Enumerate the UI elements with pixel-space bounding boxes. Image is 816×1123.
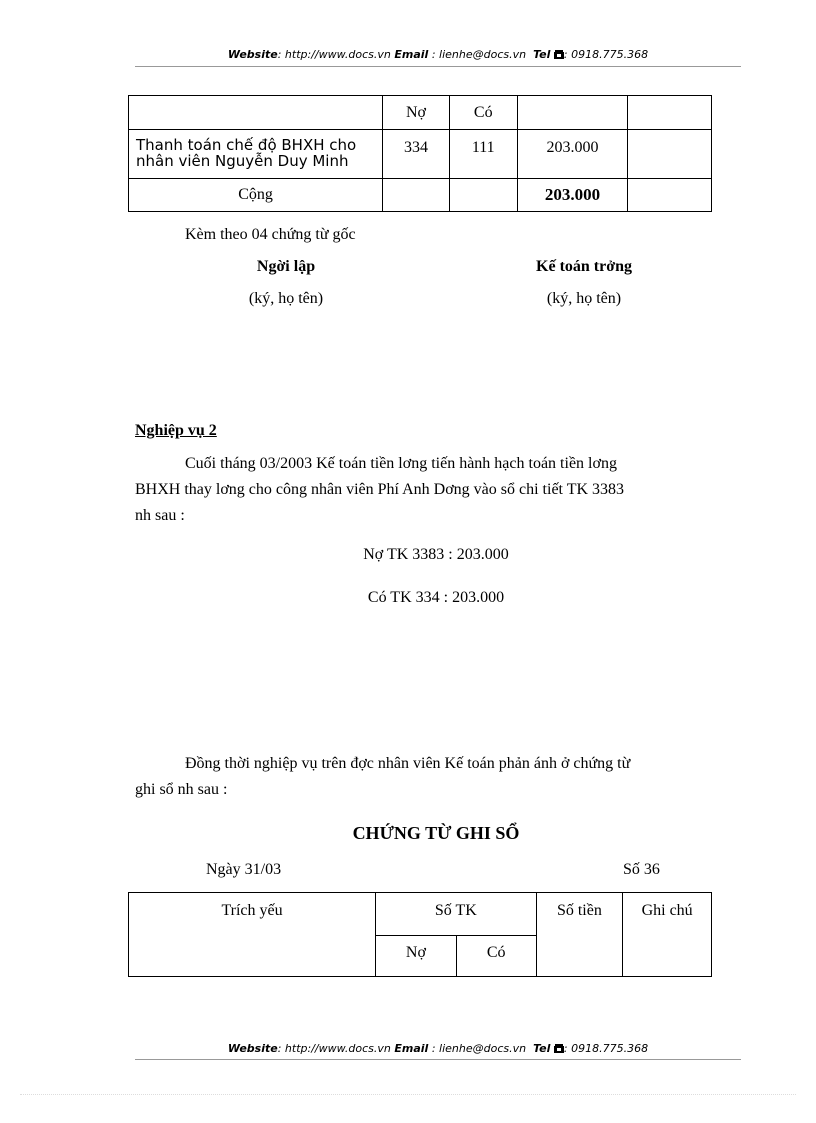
ledger-table	[128, 95, 712, 212]
preparer-title: Ngời lập	[256, 258, 316, 275]
voucher-title: CHỨNG TỪ GHI SỔ	[352, 823, 520, 843]
table-cell	[628, 130, 712, 179]
page-edge	[20, 1094, 796, 1095]
website-url[interactable]: : http://www.docs.vn	[277, 48, 391, 61]
tel-label: Tel	[533, 48, 551, 61]
account-header: Số TK	[376, 893, 536, 936]
tel-value: : 0918.775.368	[563, 48, 649, 61]
email-value[interactable]: : lienhe@docs.vn	[431, 48, 527, 61]
preparer-sign-note: (ký, họ tên)	[248, 290, 324, 307]
table-cell	[383, 179, 450, 212]
paragraph-line: nh sau :	[135, 507, 185, 524]
email-value[interactable]: : lienhe@docs.vn	[431, 1042, 527, 1055]
attachment-note: Kèm theo 04 chứng từ gốc	[185, 226, 356, 243]
paragraph-line: ghi sổ nh sau :	[135, 781, 228, 798]
note-header: Ghi chú	[623, 893, 712, 977]
website-label: Website	[227, 1042, 278, 1055]
voucher-date: Ngày 31/03	[206, 861, 282, 878]
summary-header: Trích yếu	[129, 893, 376, 977]
tel-value: : 0918.775.368	[563, 1042, 649, 1055]
table-row	[129, 130, 712, 179]
credit-subheader: Có	[456, 936, 536, 977]
row-debit: 334	[383, 130, 450, 179]
table-cell	[628, 96, 712, 130]
chief-accountant-sign-note: (ký, họ tên)	[546, 290, 622, 307]
paragraph-line: BHXH thay lơng cho công nhân viên Phí Anh Dơng vào sổ chi tiết TK 3383	[135, 481, 625, 498]
paragraph-line: Đồng thời nghiệp vụ trên đợc nhân viên Kế toán phản ánh ở chứng từ	[185, 755, 631, 772]
debit-subheader: Nợ	[376, 936, 457, 977]
email-label: Email	[394, 1042, 429, 1055]
phone-icon	[554, 50, 564, 59]
footer-rule	[135, 1059, 741, 1060]
row-credit: 111	[449, 130, 517, 179]
paragraph-line: Cuối tháng 03/2003 Kế toán tiền lơng tiến hành hạch toán tiền lơng	[185, 455, 617, 472]
credit-header: Có	[449, 96, 517, 130]
chief-accountant-title: Kế toán trởng	[536, 258, 632, 275]
section-title: Nghiệp vụ 2	[135, 422, 217, 439]
table-cell	[129, 96, 383, 130]
phone-icon	[554, 1044, 564, 1053]
tel-label: Tel	[533, 1042, 551, 1055]
credit-entry: Có TK 334 : 203.000	[367, 589, 505, 606]
total-label: Cộng	[129, 179, 383, 212]
row-description-line2: nhân viên Nguyễn Duy Minh	[136, 152, 349, 170]
page-header	[135, 48, 741, 62]
debit-entry: Nợ TK 3383 : 203.000	[363, 546, 509, 563]
table-cell	[449, 179, 517, 212]
website-url[interactable]: : http://www.docs.vn	[277, 1042, 391, 1055]
total-amount: 203.000	[517, 179, 628, 212]
table-cell	[517, 96, 628, 130]
page-footer	[135, 1042, 741, 1056]
total-row	[129, 179, 712, 212]
header-rule	[135, 66, 741, 67]
voucher-table	[128, 892, 712, 977]
row-description-line1: Thanh toán chế độ BHXH cho	[136, 136, 357, 154]
email-label: Email	[394, 48, 429, 61]
table-cell	[628, 179, 712, 212]
website-label: Website	[227, 48, 278, 61]
amount-header: Số tiền	[536, 893, 623, 977]
debit-header: Nợ	[383, 96, 450, 130]
voucher-number: Số 36	[623, 861, 660, 878]
row-amount: 203.000	[517, 130, 628, 179]
table-header-row	[129, 96, 712, 130]
voucher-header-row	[129, 893, 712, 936]
row-description	[129, 130, 383, 179]
